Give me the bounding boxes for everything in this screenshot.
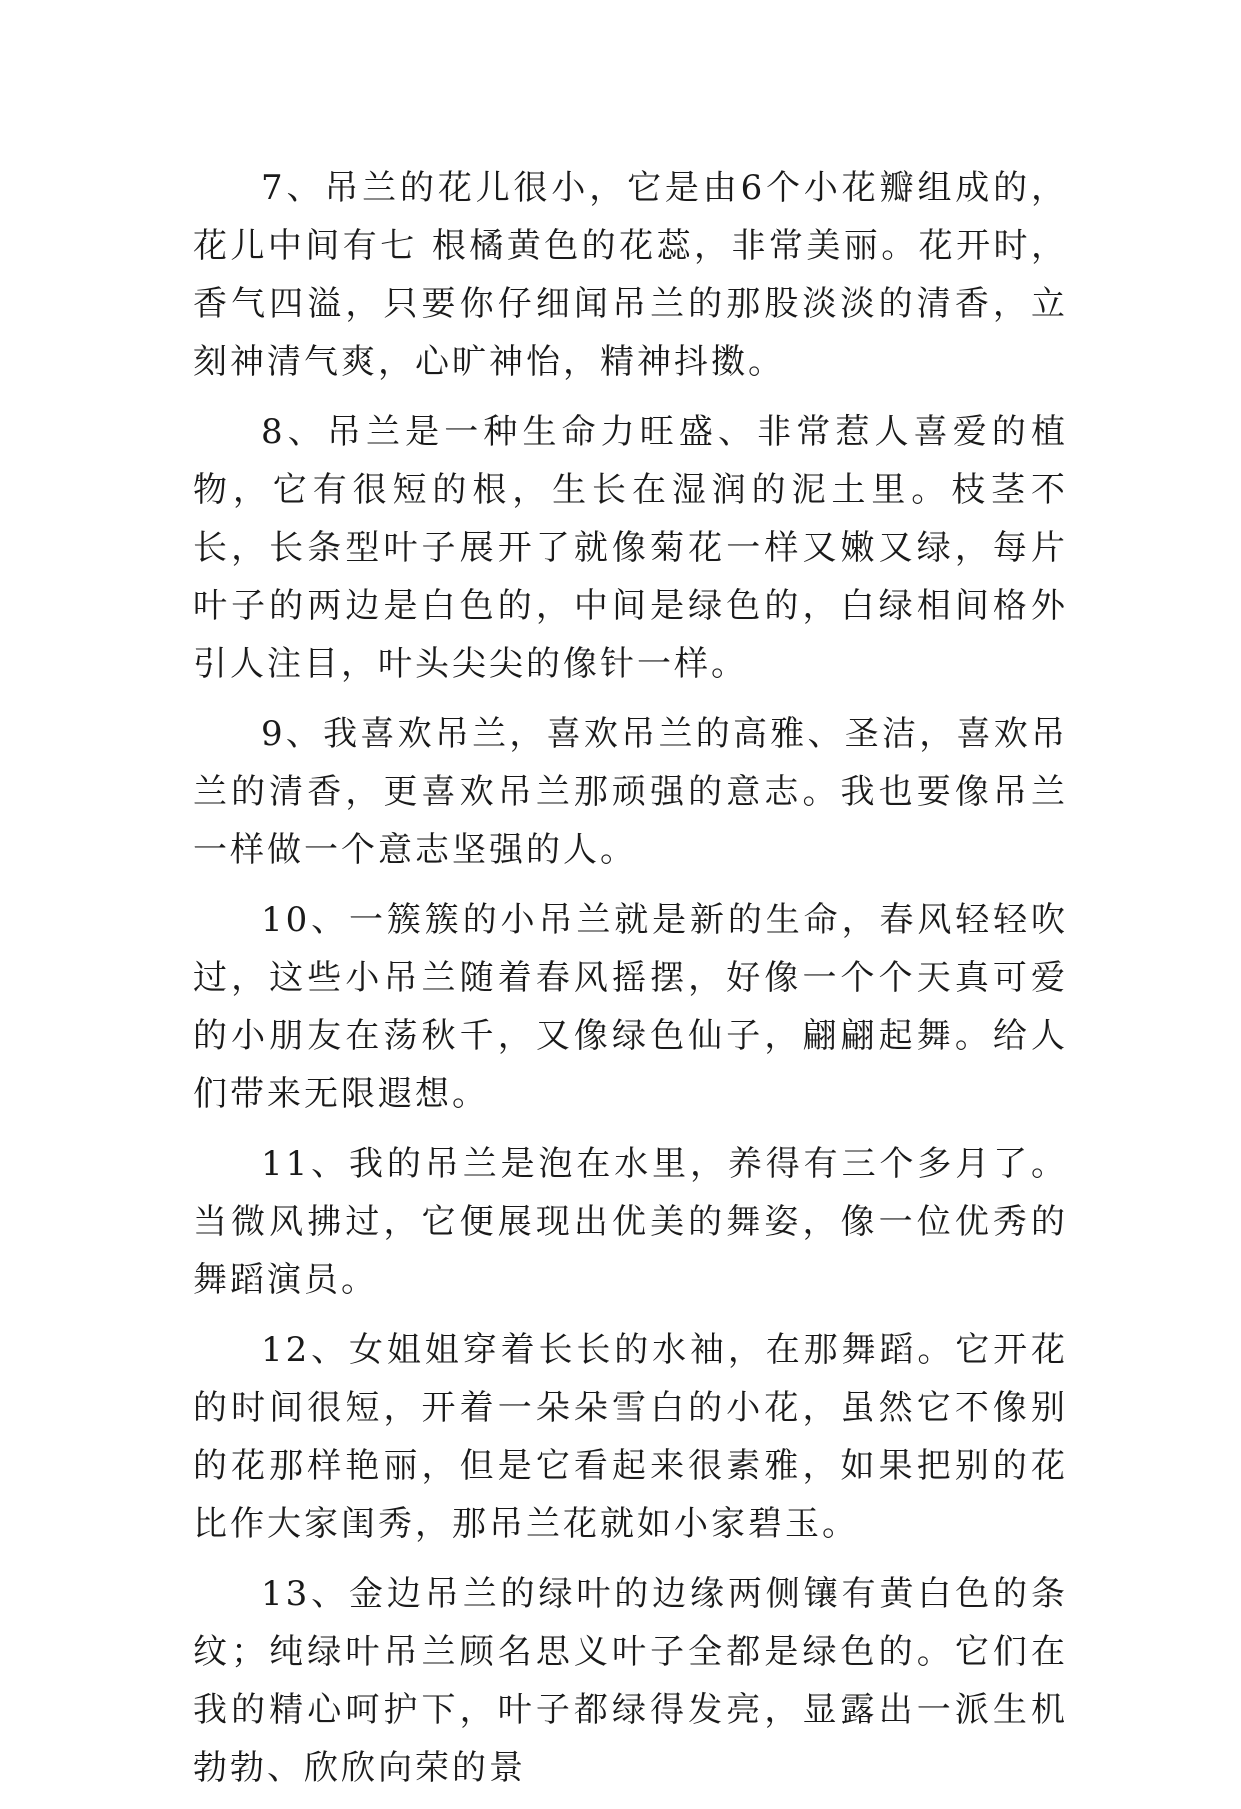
paragraph-7: 7、吊兰的花儿很小，它是由6个小花瓣组成的，花儿中间有七 根橘黄色的花蕊，非常美丽。花开时，香气四溢，只要你仔细闻吊兰的那股淡淡的清香，立刻神清气爽，心旷神怡，精神抖擞。 [193,168,1068,382]
paragraph-12: 12、女姐姐穿着长长的水袖，在那舞蹈。它开花的时间很短，开着一朵朵雪白的小花，虽然它不像别的花那样艳丽，但是它看起来很素雅，如果把别的花比作大家闺秀，那吊兰花就如小家碧玉。 [193,1330,1068,1544]
paragraph-8: 8、吊兰是一种生命力旺盛、非常惹人喜爱的植物，它有很短的根，生长在湿润的泥土里。枝茎不长，长条型叶子展开了就像菊花一样又嫩又绿，每片叶子的两边是白色的，中间是绿色的，白绿相间格外引人注目，叶头尖尖的像针一样。 [193,412,1068,684]
paragraph-11: 11、我的吊兰是泡在水里，养得有三个多月了。当微风拂过，它便展现出优美的舞姿，像一位优秀的舞蹈演员。 [193,1144,1068,1300]
document-body [193,159,1068,1809]
paragraph-9: 9、我喜欢吊兰，喜欢吊兰的高雅、圣洁，喜欢吊兰的清香，更喜欢吊兰那顽强的意志。我也要像吊兰一样做一个意志坚强的人。 [193,714,1068,870]
paragraph-10: 10、一簇簇的小吊兰就是新的生命，春风轻轻吹过，这些小吊兰随着春风摇摆，好像一个个天真可爱的小朋友在荡秋千，又像绿色仙子，翩翩起舞。给人们带来无限遐想。 [193,900,1068,1114]
paragraph-13: 13、金边吊兰的绿叶的边缘两侧镶有黄白色的条纹；纯绿叶吊兰顾名思义叶子全都是绿色的。它们在我的精心呵护下，叶子都绿得发亮，显露出一派生机勃勃、欣欣向荣的景 [193,1574,1068,1788]
